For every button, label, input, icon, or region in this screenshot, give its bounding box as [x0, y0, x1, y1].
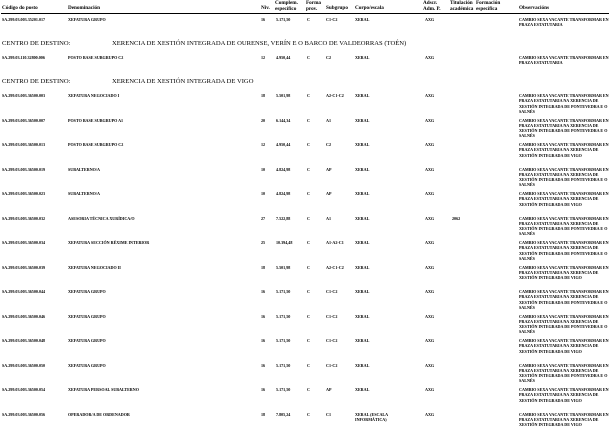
cell-code: SA.299.03.003.36500.032: [2, 215, 46, 221]
cell-code: SA.299.03.003.35201.017: [2, 17, 46, 22]
cell-level: 12: [261, 55, 266, 60]
cell-observations: CAMBIO SEXA VACANTE TRANSFORMAR EN PRAZA ESTATUTARIA NA XERENCIA DE XESTIÓN INTEGRADA DE VIGO: [519, 142, 609, 158]
cell-forma-prov: C: [307, 117, 310, 123]
cell-forma-prov: C: [307, 166, 310, 172]
cell-forma-prov: C: [307, 240, 310, 245]
cell-complement: 4.824,98: [276, 191, 291, 196]
cell-level: 18: [261, 264, 266, 270]
cell-corps: XERAL: [355, 313, 370, 319]
header-subgroup: Subgrupo: [326, 5, 348, 11]
header-code: Código do posto: [2, 5, 38, 11]
section-header: [2, 78, 602, 87]
header-titulacion: Titulación académica: [450, 0, 474, 12]
table-row: [0, 387, 615, 407]
cell-complement: 10.394,48: [276, 240, 293, 245]
cell-observations: CAMBIO SEXA VACANTE TRANSFORMAR EN PRAZA ESTATUTARIA NA XERENCIA DE XESTIÓN INTEGRADA DE VIGO: [519, 264, 609, 281]
cell-level: 16: [261, 362, 266, 368]
cell-complement: 5.171,50: [276, 17, 291, 22]
cell-corps: XERAL: [355, 240, 370, 245]
cell-subgroup: C1-C2: [326, 362, 338, 368]
cell-code: SA.299.03.003.36500.054: [2, 387, 46, 392]
cell-forma-prov: C: [307, 264, 310, 270]
cell-complement: 7.805,24: [276, 411, 291, 417]
cell-level: 18: [261, 411, 266, 417]
table-row: [0, 17, 615, 37]
cell-subgroup: C1-C2: [326, 338, 338, 343]
cell-denomination: POSTO BASE SUBGRUPO C2: [68, 55, 124, 60]
table-row: [0, 167, 615, 187]
cell-adscr: AXG: [425, 55, 435, 60]
cell-level: 16: [261, 17, 266, 22]
cell-adscr: AXG: [425, 411, 435, 417]
cell-subgroup: A2-C1-C2: [326, 93, 344, 98]
cell-code: SA.299.03.110.32800.006: [2, 55, 45, 60]
table-row: [0, 118, 615, 138]
cell-level: 16: [261, 387, 266, 392]
cell-corps: XERAL: [355, 338, 370, 343]
cell-denomination: XEFATURA GRUPO: [68, 338, 106, 343]
cell-denomination: POSTO BASE SUBGRUPO A1: [68, 117, 124, 123]
header-forma-prov: Forma prov.: [306, 0, 321, 12]
cell-complement: 7.522,88: [276, 215, 291, 221]
cell-subgroup: A1: [326, 117, 332, 123]
table-row: [0, 55, 615, 75]
cell-subgroup: C1-C2: [326, 289, 338, 294]
cell-complement: 4.824,98: [276, 166, 291, 172]
cell-denomination: XEFATURA NEGOCIADO I: [68, 93, 120, 98]
header-denomination: Denominación: [68, 5, 100, 11]
cell-complement: 5.171,50: [276, 387, 291, 392]
cell-level: 18: [261, 93, 266, 98]
cell-adscr: AXG: [425, 191, 435, 196]
cell-forma-prov: C: [307, 338, 310, 343]
header-corps: Corpo/escala: [355, 5, 384, 11]
cell-level: 27: [261, 215, 266, 221]
cell-code: SA.299.03.003.36500.034: [2, 240, 46, 245]
cell-subgroup: AP: [326, 387, 332, 392]
cell-observations: CAMBIO SEXA VACANTE TRANSFORMAR EN PRAZA ESTATUTARIA NA XERENCIA DE XESTIÓN INTEGRADA DE PONTEVEDRA E O SALNÉS: [519, 240, 609, 261]
cell-level: 12: [261, 142, 266, 147]
section-label: CENTRO DE DESTINO:: [2, 40, 71, 47]
cell-adscr: AXG: [425, 387, 435, 392]
cell-adscr: AXG: [425, 264, 435, 270]
cell-corps: XERAL: [355, 289, 370, 294]
cell-denomination: XEFATURA GRUPO: [68, 289, 106, 294]
cell-code: SA.299.03.003.36500.050: [2, 362, 46, 368]
table-row: [0, 142, 615, 162]
cell-level: 20: [261, 117, 266, 123]
cell-forma-prov: C: [307, 411, 310, 417]
cell-subgroup: C2: [326, 55, 332, 60]
cell-denomination: SUBALTERNO/A: [68, 166, 100, 172]
header-complement: Complem. específico: [275, 0, 298, 12]
cell-complement: 4.950,44: [276, 142, 291, 147]
cell-denomination: ASESORIA TÉCNICA XURÍDICA/O: [68, 215, 135, 221]
table-row: [0, 314, 615, 334]
cell-observations: CAMBIO SEXA VACANTE TRANSFORMAR EN PRAZA ESTATUTARIA NA XERENCIA DE XESTIÓN INTEGRADA DE PONTEVEDRA E O SALNÉS: [519, 215, 609, 237]
table-row: [0, 265, 615, 285]
cell-denomination: XEFATURA NEGOCIADO II: [68, 264, 121, 270]
cell-denomination: POSTO BASE SUBGRUPO C2: [68, 142, 124, 147]
table-row: [0, 93, 615, 113]
section-header: [2, 40, 602, 49]
cell-corps: XERAL: [355, 142, 370, 147]
cell-subgroup: C1-C2: [326, 17, 338, 22]
cell-complement: 5.171,50: [276, 313, 291, 319]
cell-level: 16: [261, 313, 266, 319]
cell-observations: CAMBIO SEXA VACANTE TRANSFORMAR EN PRAZA ESTATUTARIA NA XERENCIA DE XESTIÓN INTEGRADA DE PONTEVEDRA E O SALNÉS: [519, 289, 609, 310]
header-adscr: Adscr. Adm. P.: [423, 0, 441, 12]
cell-forma-prov: C: [307, 362, 310, 368]
cell-observations: CAMBIO SEXA VACANTE TRANSFORMAR EN PRAZA ESTATUTARIA NA XERENCIA DE XESTIÓN INTEGRADA DE VIGO: [519, 411, 609, 428]
cell-level: 16: [261, 289, 266, 294]
cell-corps: XERAL: [355, 264, 370, 270]
cell-observations: CAMBIO SEXA VACANTE TRANSFORMAR EN PRAZA ESTATUTARIA NA XERENCIA DE XESTIÓN INTEGRADA DE VIGO: [519, 387, 609, 403]
cell-corps: XERAL: [355, 93, 370, 98]
cell-corps: XERAL: [355, 55, 370, 60]
cell-forma-prov: C: [307, 142, 310, 147]
cell-corps: XERAL: [355, 17, 370, 22]
cell-forma-prov: C: [307, 215, 310, 221]
cell-denomination: XEFATURA GRUPO: [68, 313, 106, 319]
table-row: [0, 412, 615, 432]
cell-forma-prov: C: [307, 93, 310, 98]
cell-forma-prov: C: [307, 17, 310, 22]
cell-observations: CAMBIO SEXA VACANTE TRANSFORMAR EN PRAZA ESTATUTARIA: [519, 17, 609, 28]
cell-code: SA.299.03.003.36500.019: [2, 166, 46, 172]
cell-complement: 5.501,98: [276, 93, 291, 98]
cell-code: SA.299.03.003.36500.007: [2, 117, 46, 123]
cell-subgroup: A2-C1-C2: [326, 264, 344, 270]
cell-code: SA.299.03.003.36500.003: [2, 93, 46, 98]
cell-observations: CAMBIO SEXA VACANTE TRANSFORMAR EN PRAZA ESTATUTARIA: [519, 55, 609, 66]
cell-subgroup: C1: [326, 411, 332, 417]
cell-adscr: AXG: [425, 215, 435, 221]
table-row: [0, 338, 615, 358]
cell-adscr: AXG: [425, 142, 435, 147]
header-formacion: Formación específica: [476, 0, 501, 12]
cell-adscr: AXG: [425, 289, 435, 294]
cell-subgroup: AP: [326, 191, 332, 196]
cell-complement: 5.501,98: [276, 264, 291, 270]
cell-code: SA.299.03.003.36500.039: [2, 264, 46, 270]
header-level: Niv.: [261, 5, 270, 11]
cell-forma-prov: C: [307, 55, 310, 60]
cell-adscr: AXG: [425, 362, 435, 368]
cell-observations: CAMBIO SEXA VACANTE TRANSFORMAR EN PRAZA ESTATUTARIA NA XERENCIA DE XESTIÓN INTEGRADA DE PONTEVEDRA E O SALNÉS: [519, 93, 609, 114]
cell-code: SA.299.03.003.36500.056: [2, 411, 46, 417]
cell-observations: CAMBIO SEXA VACANTE TRANSFORMAR EN PRAZA ESTATUTARIA NA XERENCIA DE XESTIÓN INTEGRADA DE PONTEVEDRA E O SALNÉS: [519, 313, 609, 335]
section-label: CENTRO DE DESTINO:: [2, 78, 71, 85]
cell-subgroup: A1-A2-C1: [326, 240, 344, 245]
cell-corps: XERAL: [355, 191, 370, 196]
cell-titulacion: 2062: [452, 215, 461, 221]
header-observations: Observacións: [519, 5, 549, 11]
cell-observations: CAMBIO SEXA VACANTE TRANSFORMAR EN PRAZA ESTATUTARIA NA XERENCIA DE XESTIÓN INTEGRADA DE VIGO: [519, 338, 609, 354]
cell-complement: 5.171,50: [276, 338, 291, 343]
cell-forma-prov: C: [307, 191, 310, 196]
cell-adscr: AXG: [425, 117, 435, 123]
cell-denomination: XEFATURA GRUPO: [68, 17, 106, 22]
cell-observations: CAMBIO SEXA VACANTE TRANSFORMAR EN PRAZA ESTATUTARIA NA XERENCIA DE XESTIÓN INTEGRADA DE PONTEVEDRA E O SALNÉS: [519, 166, 609, 188]
cell-denomination: XEFATURA GRUPO: [68, 362, 106, 368]
table-row: [0, 363, 615, 383]
cell-denomination: XEFATURA SECCIÓN RÉXIME INTERIOR: [68, 240, 150, 245]
cell-complement: 5.171,50: [276, 289, 291, 294]
cell-level: 10: [261, 191, 266, 196]
cell-code: SA.299.03.003.36500.023: [2, 191, 46, 196]
cell-subgroup: AP: [326, 166, 332, 172]
cell-adscr: AXG: [425, 313, 435, 319]
cell-adscr: AXG: [425, 17, 435, 22]
table-row: [0, 191, 615, 211]
cell-level: 10: [261, 166, 266, 172]
cell-subgroup: A1: [326, 215, 332, 221]
cell-corps: XERAL: [355, 166, 370, 172]
cell-code: SA.299.03.003.36500.048: [2, 338, 46, 343]
cell-observations: CAMBIO SEXA VACANTE TRANSFORMAR EN PRAZA ESTATUTARIA NA XERENCIA DE XESTIÓN INTEGRADA DE PONTEVEDRA E O SALNÉS: [519, 117, 609, 139]
cell-denomination: SUBALTERNO/A: [68, 191, 100, 196]
cell-corps: XERAL: [355, 362, 370, 368]
cell-corps: XERAL (ESCALA INFORMÁTICA): [355, 411, 388, 422]
cell-adscr: AXG: [425, 240, 435, 245]
cell-forma-prov: C: [307, 387, 310, 392]
cell-subgroup: C2: [326, 142, 332, 147]
table-row: [0, 240, 615, 260]
cell-observations: CAMBIO SEXA VACANTE TRANSFORMAR EN PRAZA ESTATUTARIA NA XERENCIA DE XESTIÓN INTEGRADA DE PONTEVEDRA E O SALNÉS: [519, 362, 609, 384]
cell-level: 16: [261, 338, 266, 343]
cell-complement: 4.950,44: [276, 55, 291, 60]
section-name: XERENCIA DE XESTIÓN INTEGRADA DE VIGO: [112, 78, 254, 85]
cell-code: SA.299.03.003.36500.044: [2, 289, 46, 294]
cell-complement: 5.171,50: [276, 362, 291, 368]
cell-complement: 6.144,34: [276, 117, 291, 123]
cell-code: SA.299.03.003.36500.013: [2, 142, 46, 147]
cell-denomination: XEFATURA PERSOAL SUBALTERNO: [68, 387, 139, 392]
cell-observations: CAMBIO SEXA VACANTE TRANSFORMAR EN PRAZA ESTATUTARIA NA XERENCIA DE XESTIÓN INTEGRADA DE VIGO: [519, 191, 609, 207]
cell-adscr: AXG: [425, 338, 435, 343]
cell-forma-prov: C: [307, 289, 310, 294]
table-row: [0, 216, 615, 236]
table-row: [0, 289, 615, 309]
cell-subgroup: C1-C2: [326, 313, 338, 319]
cell-corps: XERAL: [355, 215, 370, 221]
cell-forma-prov: C: [307, 313, 310, 319]
cell-code: SA.299.03.003.36500.046: [2, 313, 46, 319]
cell-adscr: AXG: [425, 166, 435, 172]
section-name: XERENCIA DE XESTIÓN INTEGRADA DE OURENSE, VERÍN E O BARCO DE VALDEORRAS (TOÉN): [112, 40, 407, 47]
cell-adscr: AXG: [425, 93, 435, 98]
header-rule: [1, 13, 609, 14]
cell-denomination: OPERADOR/A DE ORDENADOR: [68, 411, 130, 417]
cell-level: 25: [261, 240, 266, 245]
cell-corps: XERAL: [355, 117, 370, 123]
cell-corps: XERAL: [355, 387, 370, 392]
